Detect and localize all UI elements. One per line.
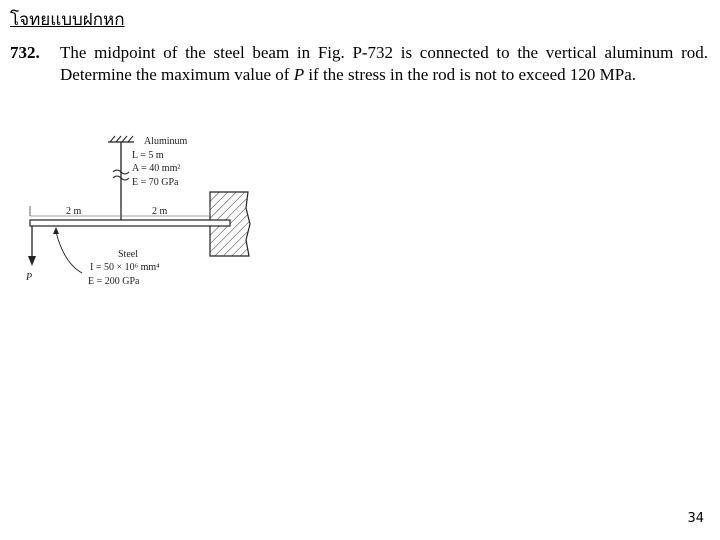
beam-modulus-label: E = 200 GPa <box>88 276 140 287</box>
ceiling-support <box>108 136 134 142</box>
rod-area-label: A = 40 mm² <box>132 163 181 174</box>
right-dimension-label: 2 m <box>152 206 168 217</box>
rod-length-label: L = 5 m <box>132 150 164 161</box>
problem-number: 732. <box>10 43 40 62</box>
problem-text-part2: if the stress in the rod is not to exceed 120 MPa. <box>304 65 636 84</box>
steel-leader-head <box>53 227 59 234</box>
left-dimension-label: 2 m <box>66 206 82 217</box>
steel-leader <box>56 232 82 273</box>
problem-text <box>60 42 708 86</box>
slide-title: โจทยแบบฝกหก <box>10 10 125 30</box>
steel-beam <box>30 220 230 226</box>
dimension-lines <box>30 206 210 216</box>
beam-inertia-label: I = 50 × 10⁶ mm⁴ <box>90 262 160 273</box>
problem-text-part1: The midpoint of the steel beam in Fig. P-732 is connected to the vertical aluminum rod. Determine the maximum value of <box>60 43 708 84</box>
problem-var-p: P <box>293 65 305 84</box>
beam-material-label: Steel <box>118 249 138 260</box>
rod-material-label: Aluminum <box>144 136 188 147</box>
load-label: P <box>26 272 33 283</box>
figure-p732 <box>20 128 260 298</box>
rod-modulus-label: E = 70 GPa <box>132 177 179 188</box>
load-arrow <box>28 226 36 266</box>
page-number: 34 <box>687 511 704 526</box>
